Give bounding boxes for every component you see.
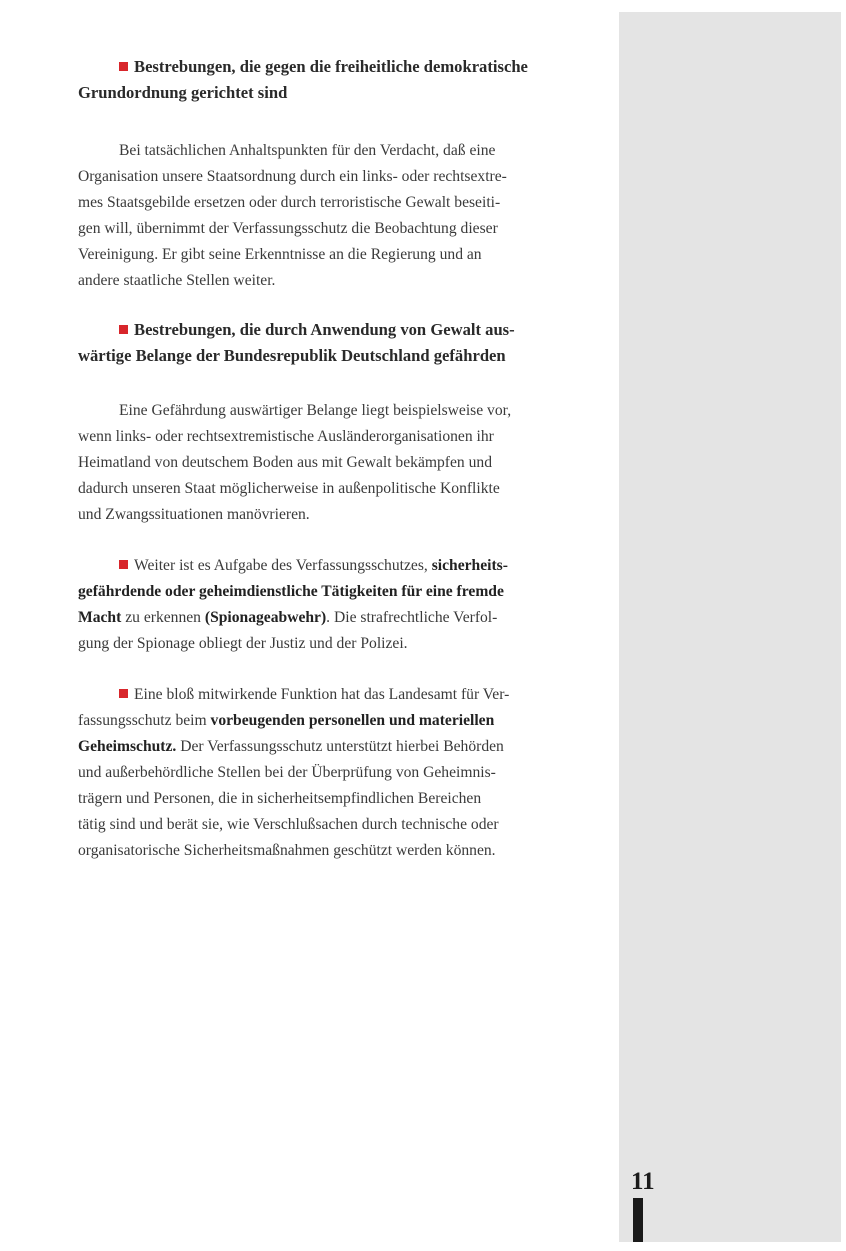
body-line: trägern und Personen, die in sicherheitsempfindlichen Bereichen <box>78 790 482 807</box>
body-line: andere staatliche Stellen weiter. <box>78 272 276 289</box>
body-line: gung der Spionage obliegt der Justiz und der Polizei. <box>78 635 408 652</box>
section-heading-auswaertige-belange <box>78 317 608 369</box>
heading-line: Bestrebungen, die gegen die freiheitliche demokratische <box>134 57 528 76</box>
body-line: gen will, übernimmt der Verfassungsschutz die Beobachtung dieser <box>78 220 498 237</box>
text-span: Eine bloß mitwirkende Funktion hat das Landesamt für Ver- <box>134 686 510 703</box>
body-line: organisatorische Sicherheitsmaßnahmen geschützt werden können. <box>78 842 496 859</box>
bold-text: (Spionageabwehr) <box>204 609 327 626</box>
text-span: Der Verfassungsschutz unterstützt hierbei Behörden <box>176 738 504 755</box>
heading-line: Grundordnung gerichtet sind <box>78 83 288 102</box>
bullet-square-icon <box>119 560 128 569</box>
heading-line: wärtige Belange der Bundesrepublik Deutschland gefährden <box>78 346 506 365</box>
text-span: zu erkennen <box>121 609 205 626</box>
section-heading-freiheitliche <box>78 54 608 106</box>
page-margin-panel <box>619 12 841 1242</box>
bold-text: vorbeugenden personellen und materiellen <box>210 712 495 729</box>
bullet-square-icon <box>119 689 128 698</box>
text-span: fassungsschutz beim <box>78 712 211 729</box>
body-line: wenn links- oder rechtsextremistische Ausländerorganisationen ihr <box>78 428 494 445</box>
body-line: Vereinigung. Er gibt seine Erkenntnisse an die Regierung und an <box>78 246 482 263</box>
heading-line: Bestrebungen, die durch Anwendung von Gewalt aus- <box>134 320 515 339</box>
bullet-square-icon <box>119 325 128 334</box>
section-body-auswaertige-belange <box>78 398 608 528</box>
text-span: . Die strafrechtliche Verfol- <box>326 609 498 626</box>
text-span: Weiter ist es Aufgabe des Verfassungsschutzes, <box>134 557 432 574</box>
body-line: und Zwangssituationen manövrieren. <box>78 506 310 523</box>
body-line: und außerbehördliche Stellen bei der Überprüfung von Geheimnis- <box>78 764 496 781</box>
bold-text: gefährdende oder geheimdienstliche Tätigkeiten für eine fremde <box>78 583 504 600</box>
body-line: Bei tatsächlichen Anhaltspunkten für den Verdacht, daß eine <box>119 142 496 159</box>
page-marker-bar <box>633 1198 643 1242</box>
page-number: 11 <box>631 1168 655 1195</box>
bold-text: sicherheits- <box>431 557 508 574</box>
bold-text: Macht <box>78 609 122 626</box>
body-line: mes Staatsgebilde ersetzen oder durch terroristische Gewalt beseiti- <box>78 194 501 211</box>
body-line: Organisation unsere Staatsordnung durch ein links- oder rechtsextre- <box>78 168 507 185</box>
paragraph-spionageabwehr <box>78 553 608 657</box>
section-body-freiheitliche <box>78 138 608 294</box>
body-line: dadurch unseren Staat möglicherweise in außenpolitische Konflikte <box>78 480 500 497</box>
body-line: Eine Gefährdung auswärtiger Belange liegt beispielsweise vor, <box>119 402 512 419</box>
body-line: tätig sind und berät sie, wie Verschlußsachen durch technische oder <box>78 816 499 833</box>
bullet-square-icon <box>119 62 128 71</box>
bold-text: Geheimschutz. <box>78 738 177 755</box>
body-line: Heimatland von deutschem Boden aus mit Gewalt bekämpfen und <box>78 454 492 471</box>
paragraph-geheimschutz <box>78 682 608 864</box>
